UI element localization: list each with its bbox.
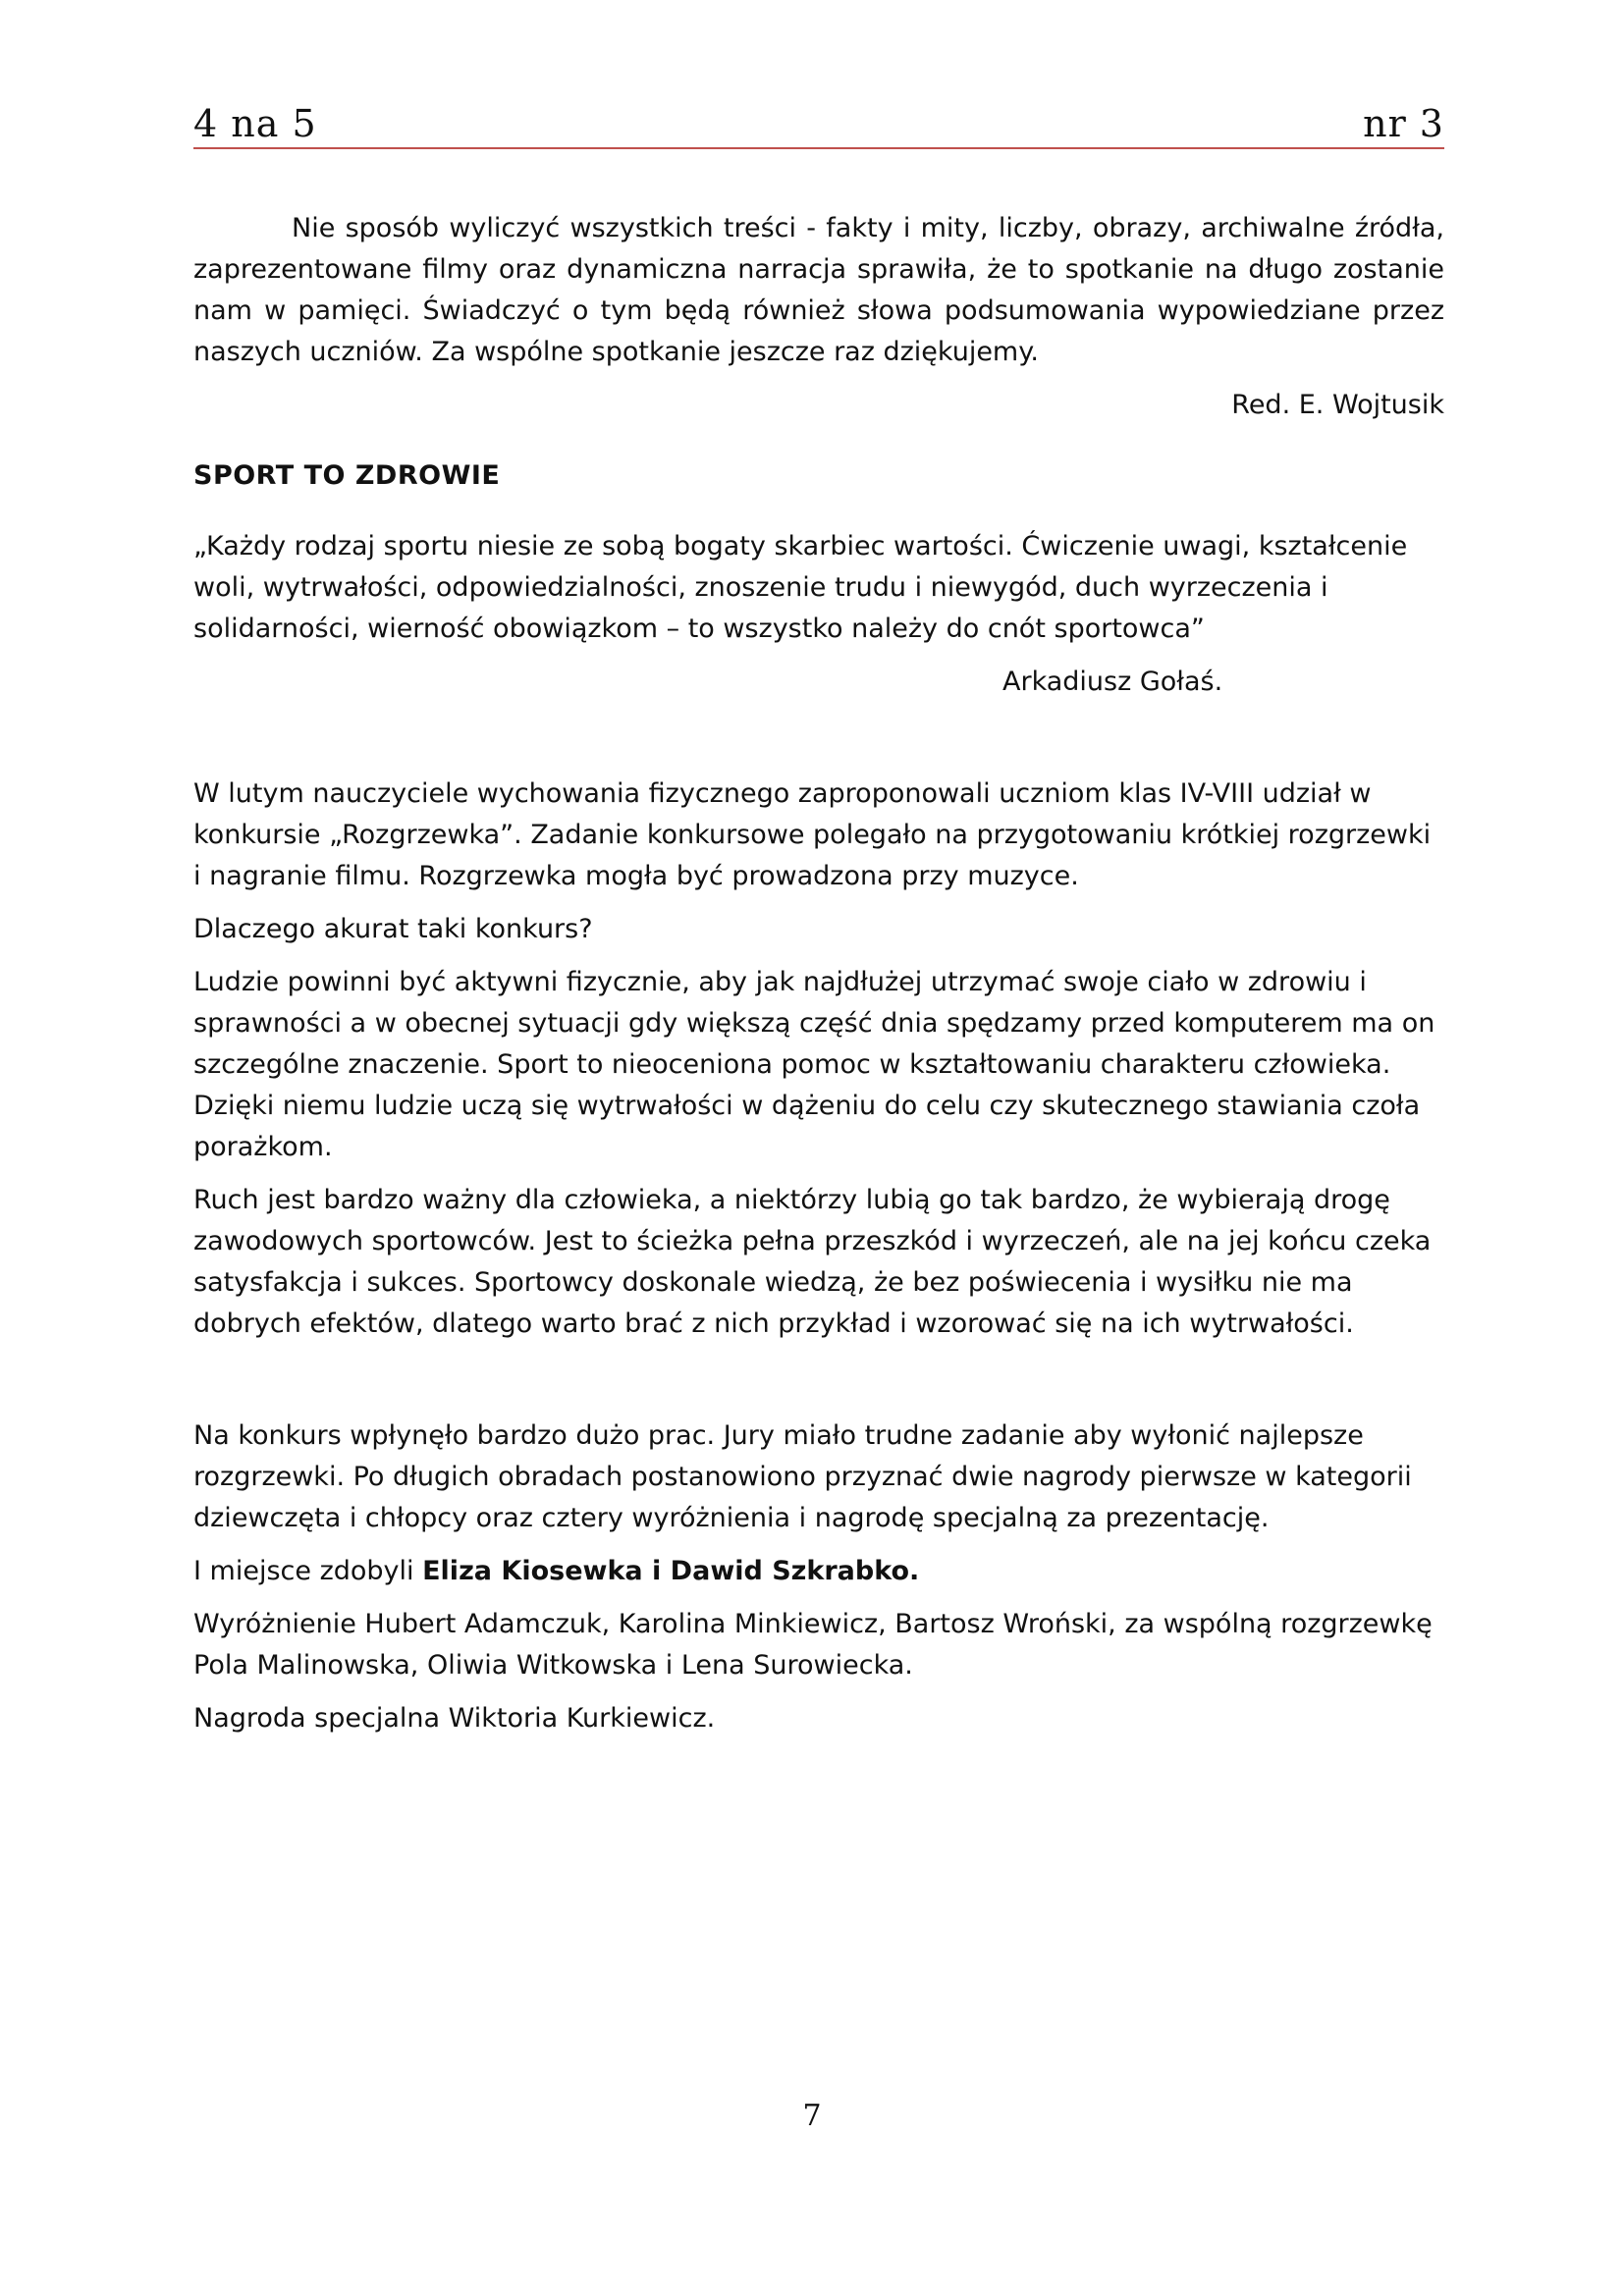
article-paragraph-2: Dlaczego akurat taki konkurs?: [193, 914, 593, 944]
article-title: SPORT TO ZDROWIE: [193, 460, 501, 491]
article-paragraph-5: Na konkurs wpłynęło bardzo dużo prac. Jury miało trudne zadanie aby wyłonić najlepsze rozgrzewki. Po długich obradach postanowiono przyznać dwie nagrody pierwsze w kategorii dziewczęta i chłopcy oraz cztery wyróżnienia i nagrodę specjalną za prezentację.: [193, 1420, 1412, 1533]
intro-signature: Red. E. Wojtusik: [1231, 390, 1444, 420]
distinction-paragraph: Wyróżnienie Hubert Adamczuk, Karolina Minkiewicz, Bartosz Wroński, za wspólną rozgrzewkę Pola Malinowska, Oliwia Witkowska i Lena Surowiecka.: [193, 1609, 1433, 1681]
magazine-title: 4 na 5: [193, 102, 317, 145]
article-paragraph-4: Ruch jest bardzo ważny dla człowieka, a niektórzy lubią go tak bardzo, że wybierają drogę zawodowych sportowców. Jest to ścieżka pełna przeszkód i wyrzeczeń, ale na jej końcu czeka satysfakcja i sukces. Sportowcy doskonale wiedzą, że bez poświecenia i wysiłku nie ma dobrych efektów, dlatego warto brać z nich przykład i wzorować się na ich wytrwałości.: [193, 1185, 1432, 1339]
special-award-paragraph: Nagroda specjalna Wiktoria Kurkiewicz.: [193, 1703, 716, 1734]
page-header: [193, 98, 1444, 149]
issue-number: nr 3: [1363, 102, 1444, 145]
winners-names: Eliza Kiosewka i Dawid Szkrabko.: [422, 1556, 920, 1586]
article-paragraph-3: Ludzie powinni być aktywni fizycznie, aby jak najdłużej utrzymać swoje ciało w zdrowiu i sprawności a w obecnej sytuacji gdy większą część dnia spędzamy przed komputerem ma on szczególne znaczenie. Sport to nieoceniona pomoc w kształtowaniu charakteru człowieka. Dzięki niemu ludzie uczą się wytrwałości w dążeniu do celu czy skutecznego stawiania czoła porażkom.: [193, 967, 1435, 1162]
winners-prefix: I miejsce zdobyli: [193, 1556, 423, 1586]
intro-paragraph: Nie sposób wyliczyć wszystkich treści - fakty i mity, liczby, obrazy, archiwalne źródła, zaprezentowane filmy oraz dynamiczna narracja sprawiła, że to spotkanie na długo zostanie nam w pamięci. Świadczyć o tym będą również słowa podsumowania wypowiedziane przez naszych uczniów. Za wspólne spotkanie jeszcze raz dziękujemy.: [193, 213, 1444, 367]
page-content: [193, 208, 1444, 1739]
winners-paragraph: [193, 1551, 1444, 1592]
article-quote: „Każdy rodzaj sportu niesie ze sobą bogaty skarbiec wartości. Ćwiczenie uwagi, kształcenie woli, wytrwałości, odpowiedzialności, znoszenie trudu i niewygód, duch wyrzeczenia i solidarności, wierność obowiązkom – to wszystko należy do cnót sportowca”: [193, 531, 1408, 644]
quote-author: Arkadiusz Gołaś.: [1002, 667, 1223, 697]
article-paragraph-1: W lutym nauczyciele wychowania fizycznego zaproponowali uczniom klas IV-VIII udział w konkursie „Rozgrzewka”. Zadanie konkursowe polegało na przygotowaniu krótkiej rozgrzewki i nagranie filmu. Rozgrzewka mogła być prowadzona przy muzyce.: [193, 778, 1432, 891]
page-number: 7: [802, 2099, 822, 2133]
